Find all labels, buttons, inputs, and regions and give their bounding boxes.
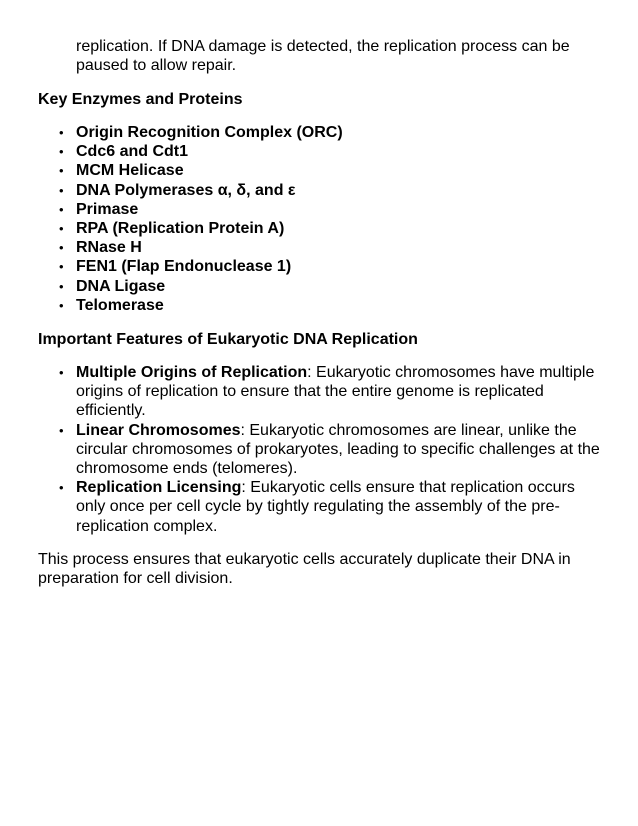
feature-term: Multiple Origins of Replication <box>76 364 308 382</box>
enzyme-list-item <box>38 219 602 238</box>
enzyme-name: FEN1 (Flap Endonuclease 1) <box>76 258 292 276</box>
intro-continuation-paragraph: replication. If DNA damage is detected, the replication process can be paused to allow repair. <box>76 38 570 74</box>
feature-description: : Eukaryotic cells ensure that replication occurs only once per cell cycle by tightly regulating the assembly of the pre-replication complex. <box>76 479 575 535</box>
feature-term: Replication Licensing <box>76 479 242 497</box>
enzyme-name: Cdc6 and Cdt1 <box>76 143 189 161</box>
bullet-icon: • <box>59 365 64 381</box>
enzyme-list-item <box>38 181 602 200</box>
enzyme-name: Primase <box>76 200 139 218</box>
closing-paragraph: This process ensures that eukaryotic cells accurately duplicate their DNA in preparation for cell division. <box>38 550 571 587</box>
bullet-icon: • <box>59 163 64 179</box>
enzyme-name: DNA Ligase <box>76 277 166 295</box>
enzyme-list-item <box>38 200 602 219</box>
enzyme-name: MCM Helicase <box>76 162 184 180</box>
bullet-icon: • <box>59 182 64 198</box>
enzyme-list-item <box>38 277 602 296</box>
enzyme-name: DNA Polymerases α, δ, and ε <box>76 181 296 199</box>
bullet-icon: • <box>59 297 64 313</box>
bullet-icon: • <box>59 422 64 438</box>
bullet-icon: • <box>59 144 64 160</box>
feature-description: : Eukaryotic chromosomes are linear, unlike the circular chromosomes of prokaryotes, leading to specific challenges at the chromosome ends (telomeres). <box>76 421 600 478</box>
enzymes-list <box>38 123 602 315</box>
enzyme-list-item <box>38 142 602 161</box>
bullet-icon: • <box>59 278 64 294</box>
enzyme-list-item <box>38 257 602 276</box>
bullet-icon: • <box>59 259 64 275</box>
enzyme-list-item <box>38 238 602 257</box>
features-heading: Important Features of Eukaryotic DNA Replication <box>38 331 418 349</box>
feature-description: : Eukaryotic chromosomes have multiple origins of replication to ensure that the entire genome is replicated efficiently. <box>76 364 595 420</box>
enzyme-name: RNase H <box>76 239 142 257</box>
bullet-icon: • <box>59 201 64 217</box>
feature-list-item <box>38 421 602 479</box>
feature-term: Linear Chromosomes <box>76 421 241 439</box>
enzyme-name: RPA (Replication Protein A) <box>76 220 285 238</box>
feature-list-item <box>38 363 602 421</box>
bullet-icon: • <box>59 125 64 140</box>
feature-list-item <box>38 478 602 536</box>
bullet-icon: • <box>59 221 64 237</box>
enzyme-list-item <box>38 296 602 315</box>
enzyme-list-item <box>38 161 602 180</box>
enzyme-list-item <box>38 123 602 142</box>
enzyme-name: Origin Recognition Complex (ORC) <box>76 124 343 141</box>
enzymes-heading: Key Enzymes and Proteins <box>38 91 243 108</box>
features-list <box>38 363 602 536</box>
bullet-icon: • <box>59 480 64 496</box>
enzyme-name: Telomerase <box>76 296 164 314</box>
bullet-icon: • <box>59 240 64 256</box>
